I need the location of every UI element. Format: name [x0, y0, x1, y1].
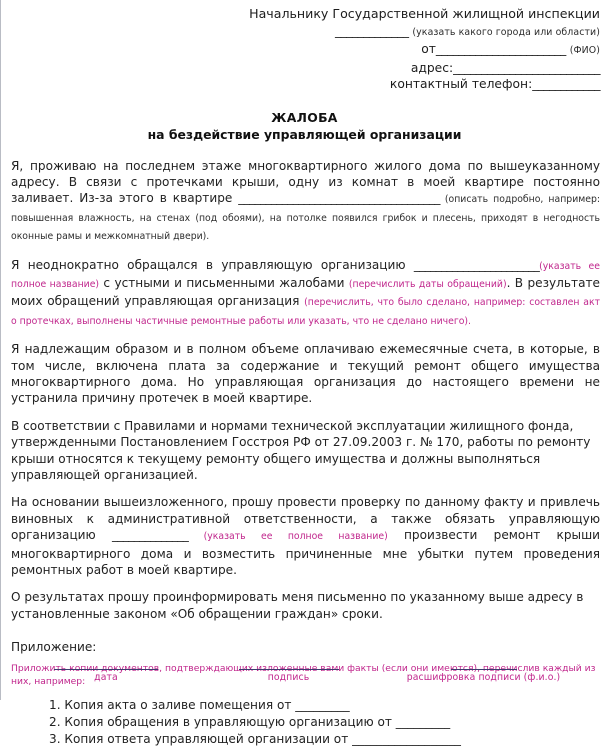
paragraph-5: [11, 494, 600, 578]
appendix-title: Приложение:: [11, 640, 97, 655]
paragraph-2: [11, 257, 600, 331]
signature-transcript-cell: [376, 669, 591, 683]
addressee-line-1: Начальнику Государственной жилищной инспекции: [249, 6, 600, 21]
paragraph-1: [11, 158, 600, 246]
paragraph-2-text-a: Я неоднократно обращался в управляющую организацию: [11, 257, 414, 272]
signature-transcript-label: расшифровка подписи (ф.и.о.): [406, 672, 561, 683]
paragraph-5-blank: ______________: [112, 528, 189, 543]
paragraph-2-text-c: . В результате моих обращений управляющая организация: [11, 275, 600, 309]
paragraph-1-blank: _____________________________________: [238, 191, 440, 206]
paragraph-1-text: Я, проживаю на последнем этаже многоквартирного жилого дома по вышеуказанному адресу. В связи с протечками крыши, одну из комнат в моей квартире постоянно заливает. Из-за этого в квартире: [11, 158, 600, 206]
paragraph-6: О результатах прошу проинформировать меня письменно по указанному выше адресу в установленные законом «Об обращении граждан» сроки.: [11, 590, 584, 621]
paragraph-2-blank: _______________________: [413, 257, 540, 272]
paragraph-2-hint-3: (перечислить, что было сделано, например: составлен акт о протечках, выполнены частичные ремонтные работы или указать, что не сделано ничего).: [11, 297, 600, 327]
addressee-line-4: [1, 60, 600, 77]
list-item: 3. Копия ответа управляющей организации от __________________: [49, 732, 461, 747]
address-blank: __________________________: [453, 60, 600, 75]
signature-date-cell: [11, 669, 201, 683]
list-item: 2. Копия обращения в управляющую организацию от _________: [49, 715, 451, 730]
addressee-city-hint: (указать какого города или области): [412, 26, 600, 38]
signature-transcript-rule: [451, 669, 517, 670]
document-title-block: [1, 110, 608, 142]
paragraph-3: Я надлежащим образом и в полном объеме оплачиваю ежемесячные счета, в которые, в том числе, включена плата за содержание и текущий ремонт общего имущества многоквартирного дома. Но управляющая организация до настоящего времени не устранила причину протечек в моей квартире.: [11, 342, 600, 406]
addressee-city-blank: _____________: [335, 23, 409, 38]
document-body: [1, 158, 608, 623]
paragraph-2-text-b: с устными и письменными жалобами: [99, 275, 349, 290]
from-hint: (ФИО): [569, 45, 600, 56]
addressee-line-3: [1, 41, 600, 60]
signature-sign-label: подпись: [267, 672, 310, 683]
from-blank: _______________________: [435, 42, 566, 56]
signature-sign-rule: [239, 669, 339, 670]
appendix-note: Приложить копии документов, подтверждающих изложенные вами факты (если они имеются), перечислив каждый из них, например:: [11, 663, 596, 687]
addressee-line-2: [1, 23, 600, 42]
address-label: адрес:: [410, 60, 454, 75]
addressee-line-5: [1, 76, 600, 93]
paragraph-2-hint-2: (перечислить даты обращений): [348, 278, 507, 290]
paragraph-4: В соответствии с Правилами и нормами технической эксплуатации жилищного фонда, утвержденными Постановлением Госстроя РФ от 27.09.2003 г. № 170, работы по ремонту крыши относятся к текущему ремонту общего имущества и должны выполняться управляющей организацией.: [11, 418, 591, 482]
list-item: 1. Копия акта о заливе помещения от _________: [49, 698, 350, 713]
paragraph-5-text-b: произвести ремонт крыши многоквартирного дома и возместить причиненные мне убытки путем проведения ремонтных работ в моей квартире.: [11, 528, 600, 578]
addressee-block: [1, 0, 608, 93]
signature-date-rule: [54, 669, 158, 670]
signature-date-label: дата: [94, 672, 118, 683]
phone-label: контактный телефон:: [389, 77, 533, 91]
phone-blank: ____________: [532, 77, 600, 91]
page-subtitle: на бездействие управляющей организации: [147, 126, 462, 142]
paragraph-1-hint: (описать подробно, например: повышенная влажность, на стенах (под обоями), на потолке появился грибок и плесень, приходят в негодность оконные рамы и межкомнатный двери).: [11, 194, 600, 243]
signature-sign-cell: [201, 669, 376, 683]
page-title: ЖАЛОБА: [271, 109, 338, 125]
signature-row: [1, 669, 608, 683]
paragraph-5-hint: (указать ее полное название): [188, 531, 388, 543]
appendix-list: [1, 697, 608, 748]
paragraph-5-text-a: На основании вышеизложенного, прошу провести проверку по данному факту и привлечь виновных к административной ответственности, а также обязать управляющую организацию: [11, 495, 600, 543]
from-label: от: [421, 42, 436, 56]
paragraph-2-hint-1: (указать ее полное название): [11, 260, 600, 290]
